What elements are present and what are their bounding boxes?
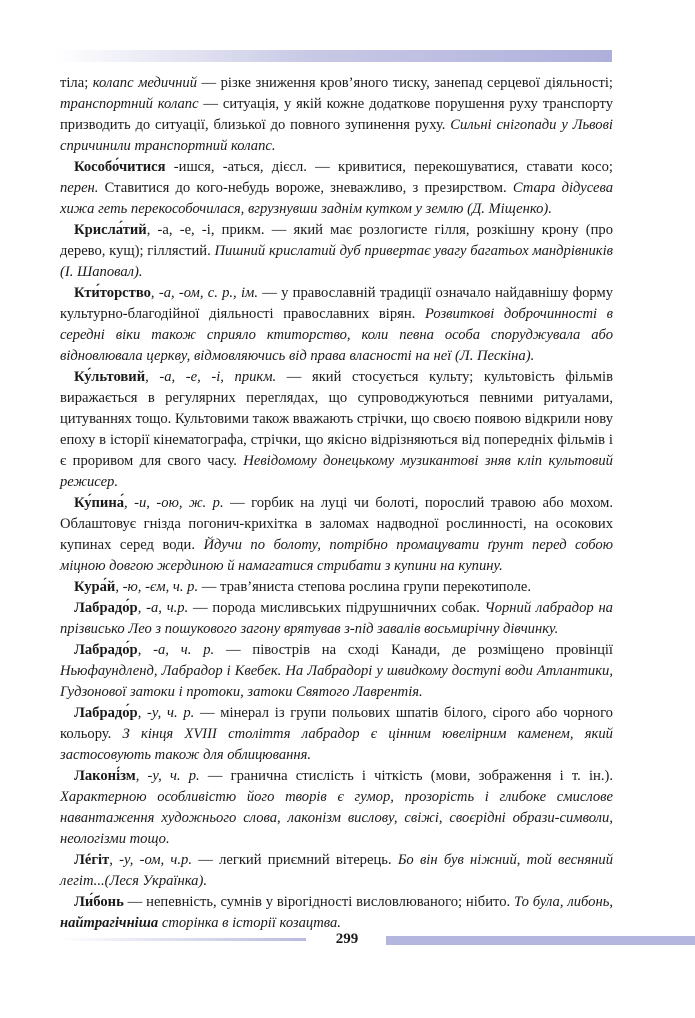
italic-text: , -ю, -єм, ч. р. [115,579,199,595]
headword: Ли́бонь [74,894,124,910]
page-number: 299 [335,931,359,947]
headword: Крисла́тий [74,222,147,238]
header-decor-bar [56,50,612,62]
dictionary-entry [60,577,613,598]
definition-text: — мінерал із групи польових шпатів білого, сірого або чорного кольору. [60,705,613,742]
definition-text: — легкий приємний вітерець. [191,852,398,868]
italic-text: Йдучи по болоту, потрібно промацувати ґрунт перед собою міцною довгою жердиною й намагатися стрибати з купини на купину. [60,537,613,574]
italic-text: Чорний лабрадор на прізвисько Лео з пошукового загону врятував з-під завалів восьмирічну дівчинку. [60,600,613,637]
italic-text: сторінка в історії козацтва. [158,915,341,931]
definition-text: — який стосується культу; культовість фільмів виражається в регулярних переглядах, що супроводжуються певними ритуалами, цитуваннях тощо. Культовими також вважають стрічки, що своєю появою відкрили нову епоху в історії кінематографа, стрічки, що якісно відрізняються від попередніх фільмів і є проривом для свого часу. [60,369,613,469]
italic-text: , -у, ч. р. [135,768,200,784]
dictionary-entry [60,850,613,892]
definition-text: — горбик на луці чи болоті, порослий травою або мохом. Облаштовує гнізда погонич-крихітка в заломах надводної рослинності, на осокових купинах серед води. [60,495,613,553]
headword: Ку́льтовий [74,369,146,385]
definition-text: — різке зниження кров’яного тиску, занепад серцевої діяльності; [197,75,613,91]
footer-line-left [56,938,306,941]
definition-text: — порода мисливських підрушничних собак. [188,600,485,616]
headword: Лéгіт [74,852,110,868]
dictionary-entry [60,157,613,220]
headword: Лабрадо́р [74,705,138,721]
italic-text: , -а, ч. р. [137,642,215,658]
italic-text: , -и, -ою, ж. р. [124,495,224,511]
italic-text: Бо він був ніжний, той весняний легіт...(Леся Українка). [60,852,613,889]
italic-text: З кінця XVIII століття лабрадор є цінним ювелірним каменем, який застосовують також для облицювання. [60,726,613,763]
dictionary-entry [60,892,613,934]
headword: Лабрадо́р [74,642,138,658]
definition-text: Ставитися до кого-небудь вороже, зневажливо, з презирством. [98,180,513,196]
dictionary-entry [60,766,613,850]
definition-text: — непевність, сумнів у вірогідності висловлюваного; нібито. [123,894,515,910]
headword: Кти́торство [74,285,151,301]
definition-text: — ситуація, у якій кожне додаткове порушення руху транспорту призводить до ситуації, близької до повного зупинення руху. [60,96,614,133]
dictionary-entry [60,283,613,367]
dictionary-text [60,73,613,934]
italic-text: Стара дідусева хижа геть перекособочилася, вгрузнувши заднім кутком у землю (Д. Міщенко). [60,180,613,217]
page-footer [0,930,695,952]
italic-text: , -а, ч.р. [137,600,189,616]
bold-italic-text: найтрагічніша [60,915,159,931]
dictionary-entry [60,367,613,493]
italic-text: Ньюфаундленд, Лабрадор і Квебек. На Лабрадорі у швидкому доступі води Атлантики, Гудзонової затоки і протоки, затоки Святого Лаврентія. [60,663,613,700]
definition-text: , -а, -е, -і, прикм. — який має розлогисте гілля, розкішну крону (про дерево, кущ); гіллястий. [60,222,613,259]
headword: Ку́пина́ [74,495,125,511]
headword: Кособо́читися [74,159,166,175]
italic-text: Характерною особливістю його творів є гумор, прозорість і глибоке смислове навантаження художнього слова, лаконізм вислову, свіжі, своєрідні образи-символи, неологізми тощо. [60,789,613,847]
entry-continuation [60,73,613,157]
headword: Лаконі́зм [74,768,136,784]
italic-text: , -у, -ом, ч.р. [109,852,192,868]
headword: Лабрадо́р [74,600,138,616]
italic-text: , -а, -е, -і, прикм. [145,369,277,385]
italic-text: , -а, -ом, с. р., ім. [150,285,258,301]
italic-text: транспортний колапс [60,96,199,112]
definition-text: -ишся, -аться, дієсл. — кривитися, перекошуватися, ставати косо; [165,159,613,175]
headword: Кура́й [74,579,116,595]
dictionary-entry [60,493,613,577]
italic-text: Невідомому донецькому музикантові зняв кліп культовий режисер. [60,453,613,490]
definition-text: тіла; [60,75,93,91]
definition-text: — півострів на сході Канади, де розміщено провінції [214,642,613,658]
italic-text: Розвиткові доброчинності в середні віки також сприяло ктиторство, коли певна особа споруджувала або відновлювала церкву, відмовляючись від права власності на неї (Л. Пескіна). [60,306,613,364]
definition-text: — трав’яниста степова рослина групи перекотиполе. [198,579,531,595]
italic-text: Сильні снігопади у Львові спричинили транспортний колапс. [60,117,613,154]
italic-text: перен. [60,180,99,196]
italic-text: колапс медичний [92,75,197,91]
footer-line-right [386,936,695,945]
definition-text: — гранична стислість і чіткість (мови, зображення і т. ін.). [199,768,613,784]
italic-text: То була, либонь, [514,894,613,910]
dictionary-entry [60,640,613,703]
dictionary-entry [60,598,613,640]
dictionary-entry [60,703,613,766]
italic-text: , -у, ч. р. [137,705,195,721]
dictionary-entry [60,220,613,283]
italic-text: Пишний крислатий дуб привертає увагу багатьох мандрівників (І. Шаповал). [60,243,613,280]
definition-text: — у православній традиції означало найдавнішу форму культурно-благодійної діяльності православних вірян. [60,285,613,322]
